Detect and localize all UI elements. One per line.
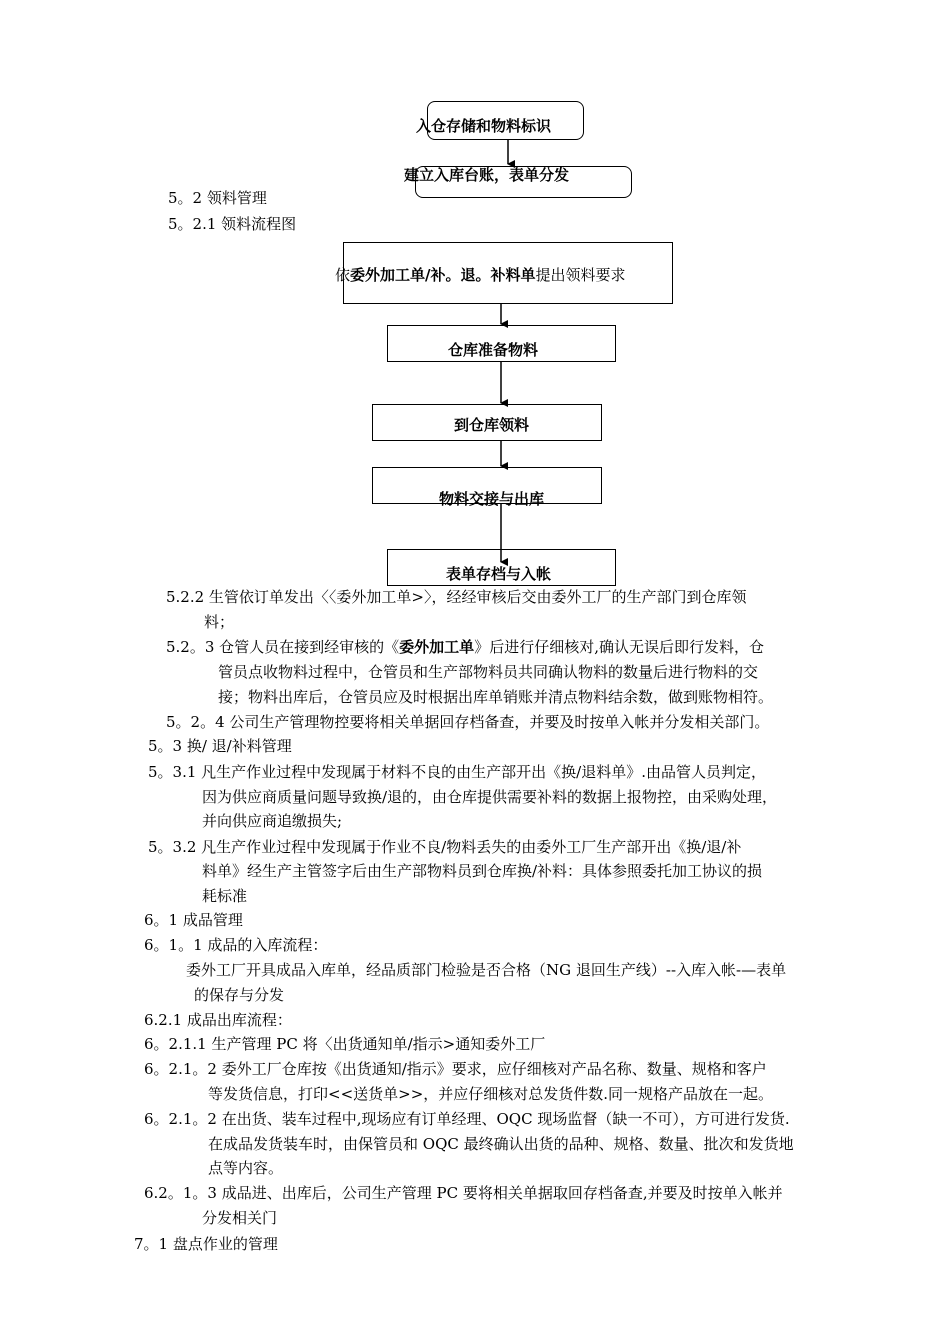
para-5-2-3-part-a: 5.2。3 仓管人员在接到经审核的《: [166, 638, 400, 656]
flow-top-step-2: 建立入库台账，表单分发: [404, 166, 570, 184]
para-5-2-3-line1: [166, 636, 764, 658]
section-6-2-1-heading: 6.2.1 成品出库流程：: [144, 1011, 292, 1029]
para-6-2-1-2b-line2: 在成品发货装车时，由保管员和 OQC 最终确认出货的品种、规格、数量、批次和发货地: [208, 1135, 794, 1153]
para-6-2-1-3-line1: 6.2。1。3 成品进、出库后，公司生产管理 PC 要将相关单据取回存档备查,并要及时按单入帐并: [144, 1184, 783, 1202]
flow-box-pickup-label: 到仓库领料: [454, 416, 530, 434]
section-5-3-heading: 5。3 换/ 退/补料管理: [148, 737, 292, 755]
flow-top-step-1: 入仓存储和物料标识: [416, 117, 552, 135]
para-5-2-3-line2: 管员点收物料过程中，仓管员和生产部物料员共同确认物料的数量后进行物料的交: [218, 663, 759, 681]
para-6-2-1-2b-line3: 点等内容。: [208, 1159, 284, 1177]
para-6-2-1-1: 6。2.1.1 生产管理 PC 将〈出货通知单/指示>通知委外工厂: [144, 1035, 546, 1053]
para-5-2-2-line2: 料；: [204, 613, 235, 631]
section-6-1-1-heading: 6。1。1 成品的入库流程：: [144, 936, 328, 954]
section-5-2-1-heading: 5。2.1 领料流程图: [168, 215, 297, 233]
section-6-1-heading: 6。1 成品管理: [144, 911, 243, 929]
section-7-1-heading: 7。1 盘点作业的管理: [134, 1235, 278, 1253]
para-5-3-1-line3: 并向供应商追缴损失;: [202, 812, 343, 830]
para-5-2-4: 5。2。4 公司生产管理物控要将相关单据回存档备查，并要及时按单入帐并分发相关部门。: [166, 713, 770, 731]
para-5-3-2-line2: 料单》经生产主管签字后由生产部物料员到仓库换/补料：具体参照委托加工协议的损: [202, 862, 763, 880]
para-5-2-3-part-b: 委外加工单: [399, 638, 475, 656]
flow-box-handover-label: 物料交接与出库: [439, 490, 545, 508]
flow-box-request-suffix: 提出领料要求: [535, 266, 626, 284]
para-5-3-2-line1: 5。3.2 凡生产作业过程中发现属于作业不良/物料丢失的由委外工厂生产部开出《换/退/补: [148, 838, 742, 856]
para-6-2-1-2a-line2: 等发货信息，打印<<送货单>>，并应仔细核对总发货件数.同一规格产品放在一起。: [208, 1085, 774, 1103]
para-5-2-3-part-c: 》后进行仔细核对,确认无误后即行发料，仓: [474, 638, 764, 656]
section-5-2-heading: 5。2 领料管理: [168, 189, 267, 207]
flow-box-request-prefix: 依: [335, 266, 351, 284]
para-6-2-1-2a-line1: 6。2.1。2 委外工厂仓库按《出货通知/指示》要求，应仔细核对产品名称、数量、规格和客户: [144, 1060, 767, 1078]
para-5-3-2-line3: 耗标准: [202, 887, 248, 905]
flow-box-archive-label: 表单存档与入帐: [446, 565, 552, 583]
para-6-1-1-line2: 的保存与分发: [194, 986, 285, 1004]
para-6-1-1-line1: 委外工厂开具成品入库单，经品质部门检验是否合格（NG 退回生产线）--入库入帐-—表单: [186, 961, 787, 979]
para-5-2-3-line3: 接；物料出库后，仓管员应及时根据出库单销账并清点物料结余数，做到账物相符。: [218, 688, 774, 706]
para-5-2-2-line1: 5.2.2 生管依订单发出〈〈委外加工单>〉，经经审核后交由委外工厂的生产部门到仓库领: [166, 588, 747, 606]
para-5-3-1-line1: 5。3.1 凡生产作业过程中发现属于材料不良的由生产部开出《换/退料单》.由品管人员判定，: [148, 763, 766, 781]
para-5-3-1-line2: 因为供应商质量问题导致换/退的，由仓库提供需要补料的数据上报物控，由采购处理，: [202, 788, 778, 806]
para-6-2-1-3-line2: 分发相关门: [202, 1209, 278, 1227]
flow-box-prepare-label: 仓库准备物料: [448, 341, 539, 359]
para-6-2-1-2b-line1: 6。2.1。2 在出货、装车过程中,现场应有订单经理、OQC 现场监督（缺一不可），方可进行发货.: [144, 1110, 790, 1128]
flow-box-request-bold: 委外加工单/补。退。补料单: [350, 266, 536, 284]
